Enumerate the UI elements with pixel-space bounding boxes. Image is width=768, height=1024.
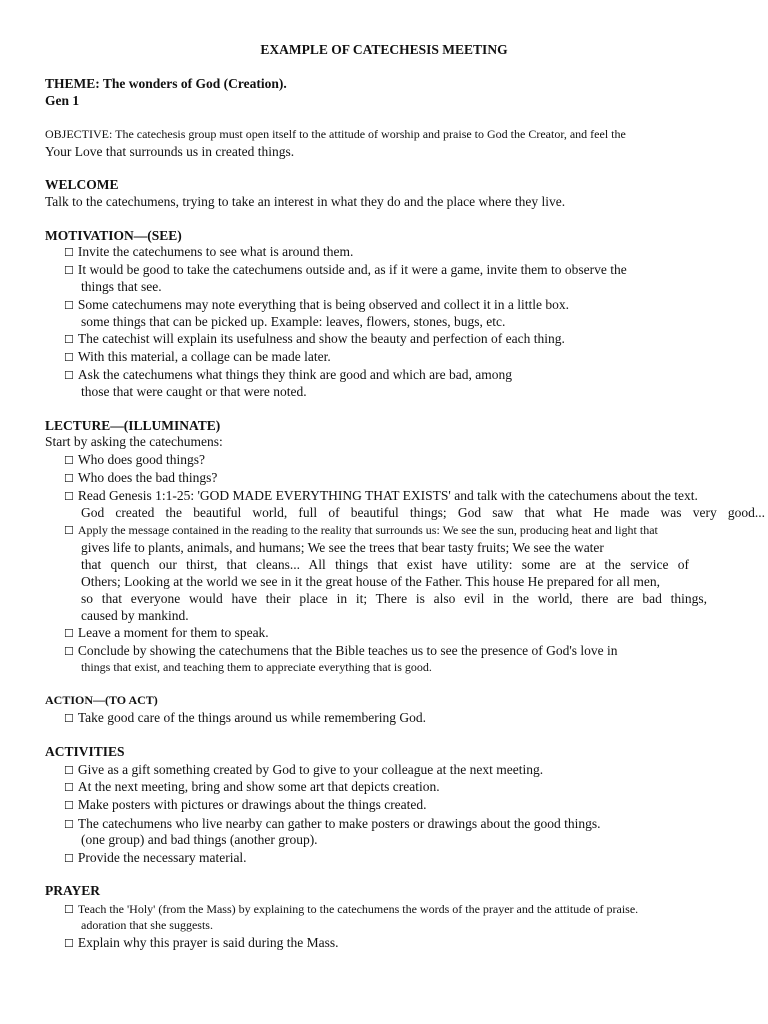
page-title: EXAMPLE OF CATECHESIS MEETING <box>260 42 508 57</box>
list-item: ☐ The catechumens who live nearby can gather to make posters or drawings about the good things. <box>64 816 601 831</box>
checkbox-icon: ☐ <box>64 491 74 503</box>
list-item: ☐ Ask the catechumens what things they think are good and which are bad, among <box>64 367 513 382</box>
lecture-intro: Start by asking the catechumens: <box>45 434 223 449</box>
list-item: ☐ Make posters with pictures or drawings about the things created. <box>64 797 427 812</box>
objective-line-2: Your Love that surrounds us in created things. <box>45 144 295 159</box>
list-item-continuation: those that were caught or that were noted. <box>81 384 307 399</box>
list-item: ☐ At the next meeting, bring and show some art that depicts creation. <box>64 779 440 794</box>
activities-heading: ACTIVITIES <box>45 744 125 759</box>
checkbox-icon: ☐ <box>64 800 74 812</box>
checkbox-icon: ☐ <box>64 352 74 364</box>
list-item-continuation: so that everyone would have their place in it; There is also evil in the world, there are bad things, <box>81 591 707 606</box>
list-item: ☐ Provide the necessary material. <box>64 850 247 865</box>
checkbox-icon: ☐ <box>64 853 74 865</box>
checkbox-icon: ☐ <box>64 904 74 916</box>
list-item-continuation: adoration that she suggests. <box>81 918 213 932</box>
list-item-continuation: things that exist, and teaching them to appreciate everything that is good. <box>81 660 432 674</box>
action-heading: ACTION—(TO ACT) <box>45 693 158 707</box>
list-item-continuation: caused by mankind. <box>81 608 189 623</box>
list-item: ☐ Give as a gift something created by God to give to your colleague at the next meeting. <box>64 762 544 777</box>
list-item-continuation: gives life to plants, animals, and humans; We see the trees that bear tasty fruits; We see the water <box>81 540 604 555</box>
checkbox-icon: ☐ <box>64 525 74 537</box>
list-item: ☐ Who does the bad things? <box>64 470 218 485</box>
checkbox-icon: ☐ <box>64 247 74 259</box>
checkbox-icon: ☐ <box>64 782 74 794</box>
list-item: ☐ It would be good to take the catechumens outside and, as if it were a game, invite them to observe the <box>64 262 627 277</box>
list-item: ☐ Leave a moment for them to speak. <box>64 625 269 640</box>
motivation-heading: MOTIVATION—(SEE) <box>45 228 182 243</box>
list-item-continuation: some things that can be picked up. Example: leaves, flowers, stones, bugs, etc. <box>81 314 506 329</box>
checkbox-icon: ☐ <box>64 455 74 467</box>
checkbox-icon: ☐ <box>64 819 74 831</box>
list-item: ☐ With this material, a collage can be made later. <box>64 349 331 364</box>
checkbox-icon: ☐ <box>64 265 74 277</box>
checkbox-icon: ☐ <box>64 473 74 485</box>
list-item-continuation: things that see. <box>81 279 162 294</box>
list-item-continuation: (one group) and bad things (another group). <box>81 832 318 847</box>
theme-line: THEME: The wonders of God (Creation). <box>45 76 287 91</box>
list-item-continuation: that quench our thirst, that cleans... All things that exist have utility: some are at the service of <box>81 557 689 572</box>
checkbox-icon: ☐ <box>64 765 74 777</box>
list-item: ☐ Take good care of the things around us while remembering God. <box>64 710 426 725</box>
lecture-heading: LECTURE—(ILLUMINATE) <box>45 418 221 433</box>
welcome-heading: WELCOME <box>45 177 119 192</box>
welcome-text: Talk to the catechumens, trying to take an interest in what they do and the place where they live. <box>45 194 566 209</box>
checkbox-icon: ☐ <box>64 628 74 640</box>
list-item: ☐ Teach the 'Holy' (from the Mass) by explaining to the catechumens the words of the prayer and the attitude of praise. <box>64 902 639 916</box>
checkbox-icon: ☐ <box>64 938 74 950</box>
checkbox-icon: ☐ <box>64 300 74 312</box>
checkbox-icon: ☐ <box>64 334 74 346</box>
list-item: ☐ The catechist will explain its usefulness and show the beauty and perfection of each thing. <box>64 331 565 346</box>
list-item: ☐ Who does good things? <box>64 452 205 467</box>
list-item-continuation: God created the beautiful world, full of beautiful things; God saw that what He made was very good... <box>81 505 765 520</box>
prayer-heading: PRAYER <box>45 883 101 898</box>
checkbox-icon: ☐ <box>64 713 74 725</box>
list-item: ☐ Explain why this prayer is said during the Mass. <box>64 935 339 950</box>
list-item: ☐ Invite the catechumens to see what is around them. <box>64 244 354 259</box>
list-item: ☐ Some catechumens may note everything that is being observed and collect it in a little box. <box>64 297 569 312</box>
objective-line-1: OBJECTIVE: The catechesis group must open itself to the attitude of worship and praise to God the Creator, and feel the <box>45 127 626 141</box>
list-item: ☐ Apply the message contained in the reading to the reality that surrounds us: We see the sun, producing heat and light that <box>64 523 658 537</box>
theme-reference: Gen 1 <box>45 93 80 108</box>
checkbox-icon: ☐ <box>64 646 74 658</box>
checkbox-icon: ☐ <box>64 370 74 382</box>
list-item: ☐ Read Genesis 1:1-25: 'GOD MADE EVERYTHING THAT EXISTS' and talk with the catechumens about the text. <box>64 488 698 503</box>
list-item-continuation: Others; Looking at the world we see in it the great house of the Father. This house He prepared for all men, <box>81 574 660 589</box>
list-item: ☐ Conclude by showing the catechumens that the Bible teaches us to see the presence of God's love in <box>64 643 618 658</box>
